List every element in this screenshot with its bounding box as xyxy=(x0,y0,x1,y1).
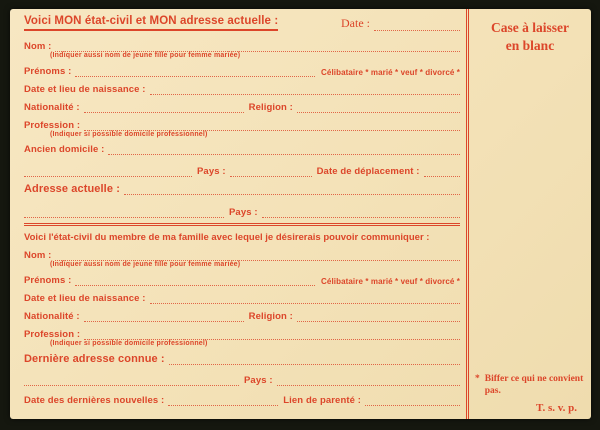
prenoms2-row xyxy=(24,275,460,286)
marital-status-options: Célibataire * marié * veuf * divorcé * xyxy=(321,68,460,77)
deplacement-label: Date de déplacement : xyxy=(316,166,420,177)
nationalite-field-line xyxy=(84,103,244,113)
date-label: Date : xyxy=(341,16,370,30)
prenoms-field-line xyxy=(75,67,315,77)
naissance-row xyxy=(24,84,460,95)
nom2-row xyxy=(24,250,460,261)
form-area xyxy=(10,9,466,419)
date-field-line xyxy=(374,21,460,31)
section-divider xyxy=(24,223,460,226)
adresse-actuelle-field-line xyxy=(124,185,460,195)
adresse-actuelle-label: Adresse actuelle : xyxy=(24,183,120,195)
prenoms2-field-line xyxy=(75,276,315,286)
naissance2-field-line xyxy=(150,294,461,304)
prenoms2-label: Prénoms : xyxy=(24,275,72,286)
dernieres-nouvelles-label: Date des dernières nouvelles : xyxy=(24,395,165,406)
profession-note: (Indiquer si possible domicile professionnel) xyxy=(50,131,208,138)
pays2-row xyxy=(24,207,460,218)
nationalite2-field-line xyxy=(84,312,244,322)
nationalite-row xyxy=(24,102,460,113)
section1-header xyxy=(24,16,460,31)
derniere-adresse-field-line xyxy=(169,355,460,365)
blank-box-title-line1: Case à laisser xyxy=(491,20,569,35)
nom-field-line xyxy=(55,42,460,52)
maiden-name-note-2: (Indiquer aussi nom de jeune fille pour femme mariée) xyxy=(50,261,241,268)
deplacement-field-line xyxy=(424,167,460,177)
ancien-domicile-row xyxy=(24,144,460,155)
domicile-continuation-line xyxy=(24,167,192,177)
section2-title: Voici l'état-civil du membre de ma famille avec lequel je désirerais pouvoir communiquer : xyxy=(24,232,430,243)
strike-out-footnote xyxy=(475,374,585,398)
naissance-field-line xyxy=(150,85,461,95)
pays-label: Pays : xyxy=(197,166,226,177)
nationalite2-row xyxy=(24,311,460,322)
pays3-field-line xyxy=(277,376,460,386)
profession2-row xyxy=(24,329,460,340)
nationalite2-label: Nationalité : xyxy=(24,311,80,322)
prenoms-row xyxy=(24,66,460,77)
pays2-label: Pays : xyxy=(229,207,258,218)
profession-label: Profession : xyxy=(24,120,81,131)
strike-out-footnote-text: Biffer ce qui ne convient pas. xyxy=(484,374,584,397)
pays3-label: Pays : xyxy=(244,375,273,386)
nom2-label: Nom : xyxy=(24,250,52,261)
prenoms-label: Prénoms : xyxy=(24,66,72,77)
pays-field-line xyxy=(230,167,312,177)
derniere-adresse-continuation-line xyxy=(24,376,239,386)
ancien-domicile-field-line xyxy=(108,145,460,155)
profession2-label: Profession : xyxy=(24,329,81,340)
nationalite-label: Nationalité : xyxy=(24,102,80,113)
nouvelles-parente-row xyxy=(24,395,460,406)
asterisk-marker: * xyxy=(475,374,480,385)
postcard xyxy=(10,9,591,419)
nom-row xyxy=(24,41,460,52)
profession-note-2: (Indiquer si possible domicile professionnel) xyxy=(50,340,208,347)
adresse-continuation-line xyxy=(24,208,224,218)
religion-label: Religion : xyxy=(248,102,293,113)
religion2-label: Religion : xyxy=(248,311,293,322)
adresse-actuelle-row xyxy=(24,182,460,195)
turn-over-note: T. s. v. p. xyxy=(535,402,577,414)
blank-box-title-line2: en blanc xyxy=(505,37,555,53)
derniere-adresse-row xyxy=(24,353,460,365)
naissance2-row xyxy=(24,293,460,304)
ancien-domicile-label: Ancien domicile : xyxy=(24,144,105,155)
naissance2-label: Date et lieu de naissance : xyxy=(24,293,146,304)
dernieres-nouvelles-field-line xyxy=(168,396,278,406)
blank-box-panel xyxy=(466,9,591,419)
lien-parente-field-line xyxy=(365,396,460,406)
maiden-name-note: (Indiquer aussi nom de jeune fille pour femme mariée) xyxy=(50,52,241,59)
derniere-adresse-label: Dernière adresse connue : xyxy=(24,353,165,365)
section1-title: Voici MON état-civil et MON adresse actuelle : xyxy=(24,15,278,31)
naissance-label: Date et lieu de naissance : xyxy=(24,84,146,95)
lien-parente-label: Lien de parenté : xyxy=(283,395,361,406)
religion2-field-line xyxy=(297,312,460,322)
profession-row xyxy=(24,120,460,131)
pays-deplacement-row xyxy=(24,166,460,177)
pays3-row xyxy=(24,375,460,386)
panel-footer xyxy=(475,374,585,414)
blank-box-title xyxy=(475,19,585,54)
religion-field-line xyxy=(297,103,460,113)
nom2-field-line xyxy=(55,251,460,261)
profession2-field-line xyxy=(84,330,460,340)
profession-field-line xyxy=(84,121,460,131)
nom-label: Nom : xyxy=(24,41,52,52)
marital-status-options-2: Célibataire * marié * veuf * divorcé * xyxy=(321,277,460,286)
pays2-field-line xyxy=(262,208,460,218)
